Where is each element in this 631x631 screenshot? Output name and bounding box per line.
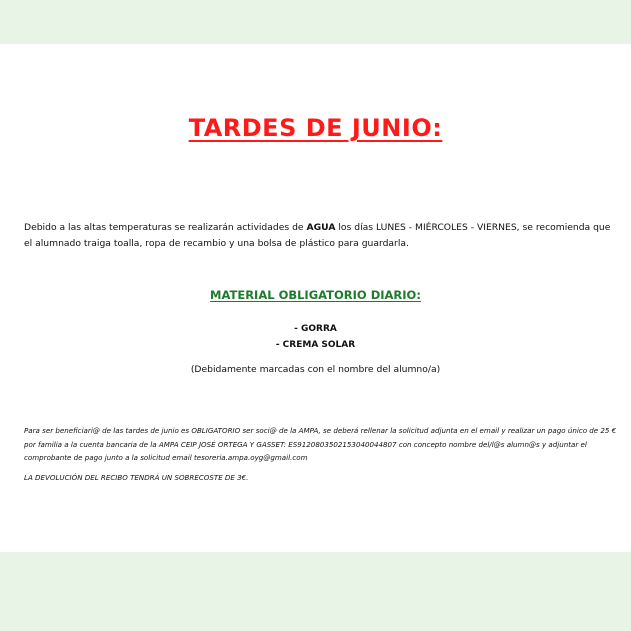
list-item-gorra: - GORRA [294,324,337,334]
intro-text-start: Debido a las altas temperaturas se realizarán actividades de [24,222,307,233]
list-item-crema-solar: - CREMA SOLAR [275,340,356,350]
intro-paragraph [24,220,614,252]
section-title: MATERIAL OBLIGATORIO DIARIO: [210,288,421,302]
intro-text-end: los días LUNES - MIÉRCOLES - VIERNES, se recomienda que el alumnado traiga toalla, ropa de recambio y una bolsa de plástico para guardarla. [24,222,611,249]
document-page [0,44,631,552]
fine-print: Para ser beneficiari@ de las tardes de junio es OBLIGATORIO ser soci@ de la AMPA, se deberá rellenar la solicitud adjunta en el email y realizar un pago único de 25 € por familia a la cuenta bancaria de la AMPA CEIP JOSÉ ORTEGA Y GASSET: ES9120803502153040044807 con concepto nombre del/l@s alumn@s y adjuntar el comprobante de pago junto a la solicitud email tesoreria.ampa.oyg@gmail.com [24,426,617,462]
refund-notice: LA DEVOLUCIÓN DEL RECIBO TENDRÁ UN SOBRECOSTE DE 3€. [24,473,249,482]
intro-bold-word: AGUA [306,222,336,233]
material-list [0,321,631,353]
marking-note: (Debidamente marcadas con el nombre del alumno/a) [190,364,441,375]
page-title: TARDES DE JUNIO: [188,114,443,142]
